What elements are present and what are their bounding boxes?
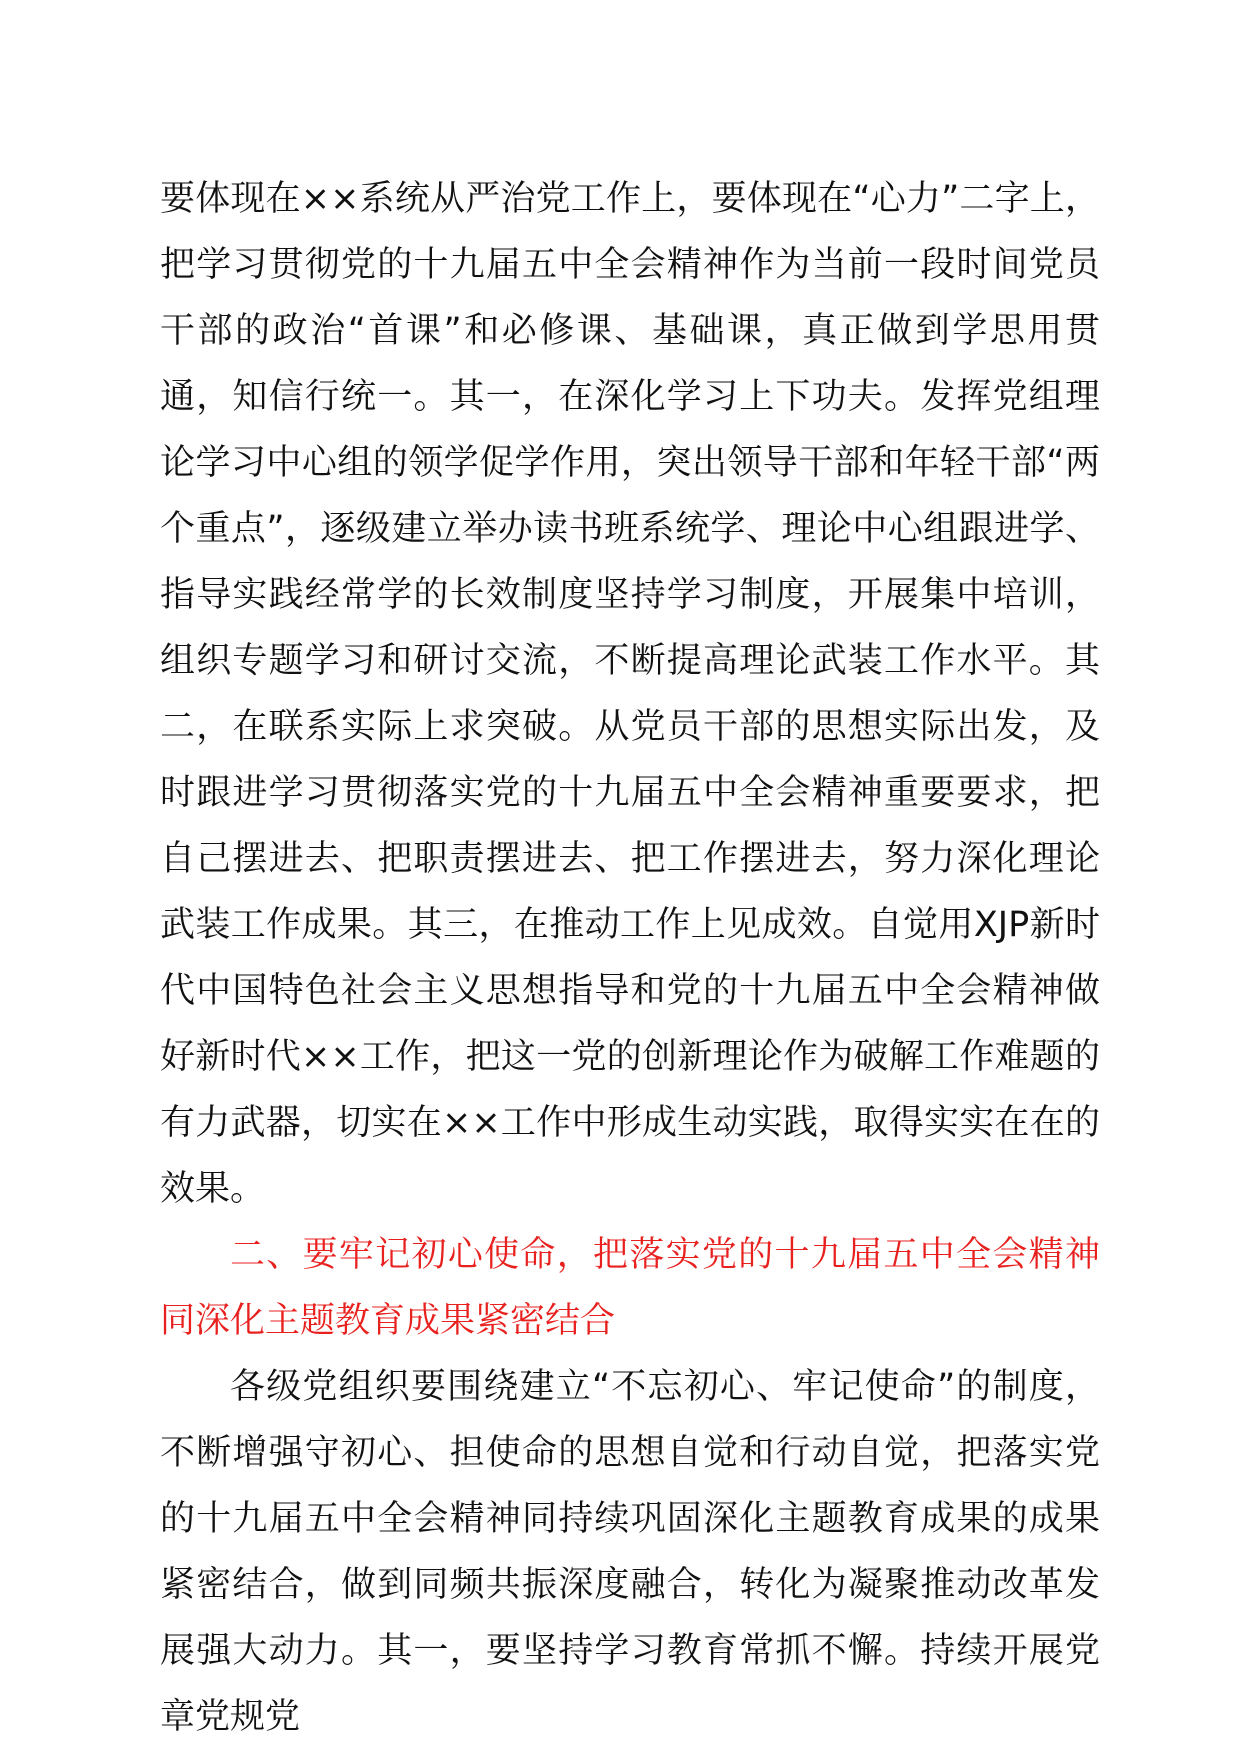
section-heading: 二、要牢记初心使命，把落实党的十九届五中全会精神同深化主题教育成果紧密结合 [160,1235,1100,1341]
paragraph-continuation: 要体现在××系统从严治党工作上，要体现在“心力”二字上，把学习贯彻党的十九届五中全会精神作为当前一段时间党员干部的政治“首课”和必修课、基础课，真正做到学思用贯通，知信行统一。其一，在深化学习上下功夫。发挥党组理论学习中心组的领学促学作用，突出领导干部和年轻干部“两个重点”，逐级建立举办读书班系统学、理论中心组跟进学、指导实践经常学的长效制度坚持学习制度，开展集中培训，组织专题学习和研讨交流，不断提高理论武装工作水平。其二，在联系实际上求突破。从党员干部的思想实际出发，及时跟进学习贯彻落实党的十九届五中全会精神重要要求，把自己摆进去、把职责摆进去、把工作摆进去，努力深化理论武装工作成果。其三，在推动工作上见成效。自觉用XJP新时代中国特色社会主义思想指导和党的十九届五中全会精神做好新时代××工作，把这一党的创新理论作为破解工作难题的有力武器，切实在××工作中形成生动实践，取得实实在在的效果。 [160,179,1100,1209]
document-body [160,166,1100,1750]
paragraph-body: 各级党组织要围绕建立“不忘初心、牢记使命”的制度，不断增强守初心、担使命的思想自觉和行动自觉，把落实党的十九届五中全会精神同持续巩固深化主题教育成果的成果紧密结合，做到同频共振深度融合，转化为凝聚推动改革发展强大动力。其一，要坚持学习教育常抓不懈。持续开展党章党规党 [160,1367,1100,1737]
